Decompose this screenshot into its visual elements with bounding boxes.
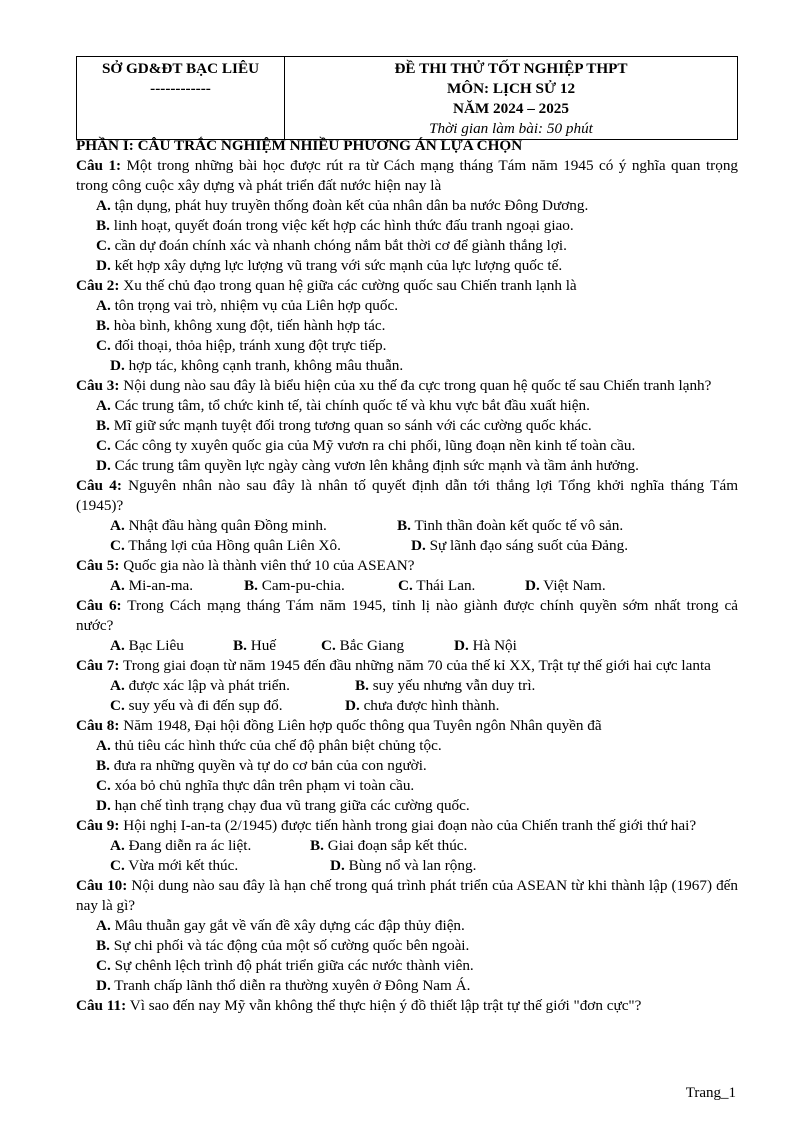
answer-row bbox=[76, 836, 738, 856]
exam-subject: MÔN: LỊCH SỬ 12 bbox=[446, 80, 576, 97]
answer-option: B. Tinh thần đoàn kết quốc tế vô sản. bbox=[397, 517, 624, 534]
answer-option: C. Các công ty xuyên quốc gia của Mỹ vươn ra chi phối, lũng đoạn nền kinh tế toàn cầu. bbox=[96, 437, 636, 454]
answer-option: B. linh hoạt, quyết đoán trong việc kết hợp các hình thức đấu tranh ngoại giao. bbox=[96, 217, 574, 234]
answer-option: D. Hà Nội bbox=[454, 637, 517, 654]
exam-year: NĂM 2024 – 2025 bbox=[452, 100, 569, 117]
question-text: Năm 1948, Đại hội đồng Liên hợp quốc thông qua Tuyên ngôn Nhân quyền đã bbox=[123, 717, 602, 734]
answer-option: D. kết hợp xây dựng lực lượng vũ trang với sức mạnh của lực lượng quốc tế. bbox=[96, 257, 563, 274]
answer-row bbox=[76, 636, 738, 656]
answer-option: D. Các trung tâm quyền lực ngày càng vươn lên khẳng định sức mạnh và tầm ảnh hưởng. bbox=[96, 457, 639, 474]
question-text: Trong Cách mạng tháng Tám năm 1945, tỉnh lị nào giành được chính quyền sớm nhất trong cả nước? bbox=[76, 597, 738, 634]
question-6 bbox=[76, 596, 738, 636]
question-text: Xu thế chủ đạo trong quan hệ giữa các cường quốc sau Chiến tranh lạnh là bbox=[123, 277, 577, 294]
question-text: Trong giai đoạn từ năm 1945 đến đầu những năm 70 của thế kỉ XX, Trật tự thế giới hai cực lanta bbox=[123, 657, 711, 674]
exam-header-table bbox=[76, 56, 738, 140]
answer-option: C. xóa bỏ chủ nghĩa thực dân trên phạm vi toàn cầu. bbox=[96, 777, 415, 794]
page-number: Trang_1 bbox=[685, 1085, 736, 1101]
answer-row bbox=[76, 696, 738, 716]
answer-option: B. Huế bbox=[233, 637, 277, 654]
question-text: Vì sao đến nay Mỹ vẫn không thể thực hiện ý đồ thiết lập trật tự thế giới "đơn cực"? bbox=[129, 997, 642, 1014]
answer-option: D. Việt Nam. bbox=[525, 577, 606, 594]
answer-option: A. Mi-an-ma. bbox=[110, 577, 194, 594]
answer-row bbox=[76, 516, 738, 536]
answer-option: C. Bắc Giang bbox=[321, 637, 405, 654]
answer-option: A. tận dụng, phát huy truyền thống đoàn kết của nhân dân ba nước Đông Dương. bbox=[96, 197, 589, 214]
answer-option: B. Giai đoạn sắp kết thúc. bbox=[310, 837, 468, 854]
question-label: Câu 7: bbox=[76, 657, 120, 674]
section-title: PHẦN I: CÂU TRẮC NGHIỆM NHIỀU PHƯƠNG ÁN LỰA CHỌN bbox=[76, 137, 523, 154]
answer-row bbox=[76, 856, 738, 876]
question-label: Câu 3: bbox=[76, 377, 120, 394]
answer-option: A. thủ tiêu các hình thức của chế độ phân biệt chủng tộc. bbox=[96, 737, 442, 754]
question-label: Câu 6: bbox=[76, 597, 122, 614]
question-11 bbox=[76, 996, 738, 1016]
question-2 bbox=[76, 276, 738, 296]
question-text: Một trong những bài học được rút ra từ Cách mạng tháng Tám năm 1945 có ý nghĩa quan trọng trong công cuộc xây dựng và phát triển đất nước hiện nay là bbox=[76, 157, 739, 194]
answer-option: D. hợp tác, không cạnh tranh, không mâu thuẫn. bbox=[110, 357, 404, 374]
answer-option: C. Sự chênh lệch trình độ phát triển giữa các nước thành viên. bbox=[96, 957, 474, 974]
answer-option: C. đối thoại, thỏa hiệp, tránh xung đột trực tiếp. bbox=[96, 337, 387, 354]
header-left-cell bbox=[77, 57, 285, 140]
answer-option: B. hòa bình, không xung đột, tiến hành hợp tác. bbox=[96, 317, 386, 334]
answer-option: D. Bùng nổ và lan rộng. bbox=[330, 857, 477, 874]
question-label: Câu 5: bbox=[76, 557, 120, 574]
answer-option: D. Sự lãnh đạo sáng suốt của Đảng. bbox=[411, 537, 629, 554]
org-divider: ------------ bbox=[150, 80, 211, 97]
answer-option: A. được xác lập và phát triển. bbox=[110, 677, 290, 694]
answer-option: A. Các trung tâm, tổ chức kinh tế, tài chính quốc tế và khu vực bắt đầu xuất hiện. bbox=[96, 397, 590, 414]
answer-option: B. đưa ra những quyền và tự do cơ bản của con người. bbox=[96, 757, 427, 774]
answer-option: A. Mâu thuẫn gay gắt về vấn đề xây dựng các đập thủy điện. bbox=[96, 917, 465, 934]
answer-row bbox=[76, 576, 738, 596]
question-text: Nội dung nào sau đây là hạn chế trong quá trình phát triển của ASEAN từ khi thành lập (1967) đến nay là gì? bbox=[76, 877, 739, 914]
question-8 bbox=[76, 716, 738, 736]
answer-option: D. Tranh chấp lãnh thổ diễn ra thường xuyên ở Đông Nam Á. bbox=[96, 977, 471, 994]
question-text: Nội dung nào sau đây là biểu hiện của xu thế đa cực trong quan hệ quốc tế sau Chiến tranh lạnh? bbox=[123, 377, 712, 394]
answer-option: D. hạn chế tình trạng chạy đua vũ trang giữa các cường quốc. bbox=[96, 797, 470, 814]
answer-option: A. Nhật đầu hàng quân Đồng minh. bbox=[110, 517, 327, 534]
answer-option: B. suy yếu nhưng vẫn duy trì. bbox=[355, 677, 536, 694]
answer-option: B. Sự chi phối và tác động của một số cường quốc bên ngoài. bbox=[96, 937, 470, 954]
answer-option: D. chưa được hình thành. bbox=[345, 697, 500, 714]
exam-time: Thời gian làm bài: 50 phút bbox=[429, 120, 593, 137]
answer-option: A. Bạc Liêu bbox=[110, 637, 184, 654]
header-right-cell bbox=[285, 57, 738, 140]
question-text: Quốc gia nào là thành viên thứ 10 của ASEAN? bbox=[123, 557, 415, 574]
question-10 bbox=[76, 876, 738, 916]
question-label: Câu 1: bbox=[76, 157, 122, 174]
question-text: Hội nghị I-an-ta (2/1945) được tiến hành trong giai đoạn nào của Chiến tranh thế giới thứ hai? bbox=[123, 817, 697, 834]
question-label: Câu 4: bbox=[76, 477, 122, 494]
answer-row bbox=[76, 676, 738, 696]
question-4 bbox=[76, 476, 738, 516]
question-label: Câu 11: bbox=[76, 997, 127, 1014]
question-5 bbox=[76, 556, 738, 576]
exam-content bbox=[76, 136, 738, 1016]
question-label: Câu 10: bbox=[76, 877, 128, 894]
answer-option: B. Mĩ giữ sức mạnh tuyệt đối trong tương quan so sánh với các cường quốc khác. bbox=[96, 417, 592, 434]
question-label: Câu 8: bbox=[76, 717, 120, 734]
exam-page bbox=[76, 56, 738, 1016]
answer-option: C. cần dự đoán chính xác và nhanh chóng nắm bắt thời cơ để giành thắng lợi. bbox=[96, 237, 567, 254]
question-label: Câu 2: bbox=[76, 277, 120, 294]
answer-option: A. tôn trọng vai trò, nhiệm vụ của Liên hợp quốc. bbox=[96, 297, 399, 314]
answer-option: C. Thắng lợi của Hồng quân Liên Xô. bbox=[110, 537, 341, 554]
question-label: Câu 9: bbox=[76, 817, 120, 834]
answer-option: C. Thái Lan. bbox=[398, 577, 476, 594]
answer-row bbox=[76, 536, 738, 556]
answer-option: C. suy yếu và đi đến sụp đổ. bbox=[110, 697, 283, 714]
question-9 bbox=[76, 816, 738, 836]
question-3 bbox=[76, 376, 738, 396]
answer-option: A. Đang diễn ra ác liệt. bbox=[110, 837, 252, 854]
question-7 bbox=[76, 656, 738, 676]
answer-option: B. Cam-pu-chia. bbox=[244, 577, 345, 594]
org-name: SỞ GD&ĐT BẠC LIÊU bbox=[101, 60, 260, 77]
exam-title: ĐỀ THI THỬ TỐT NGHIỆP THPT bbox=[394, 60, 628, 77]
answer-option: C. Vừa mới kết thúc. bbox=[110, 857, 239, 874]
question-text: Nguyên nhân nào sau đây là nhân tố quyết định dẫn tới thắng lợi Tổng khởi nghĩa tháng Tám (1945)? bbox=[76, 477, 739, 514]
question-1 bbox=[76, 156, 738, 196]
